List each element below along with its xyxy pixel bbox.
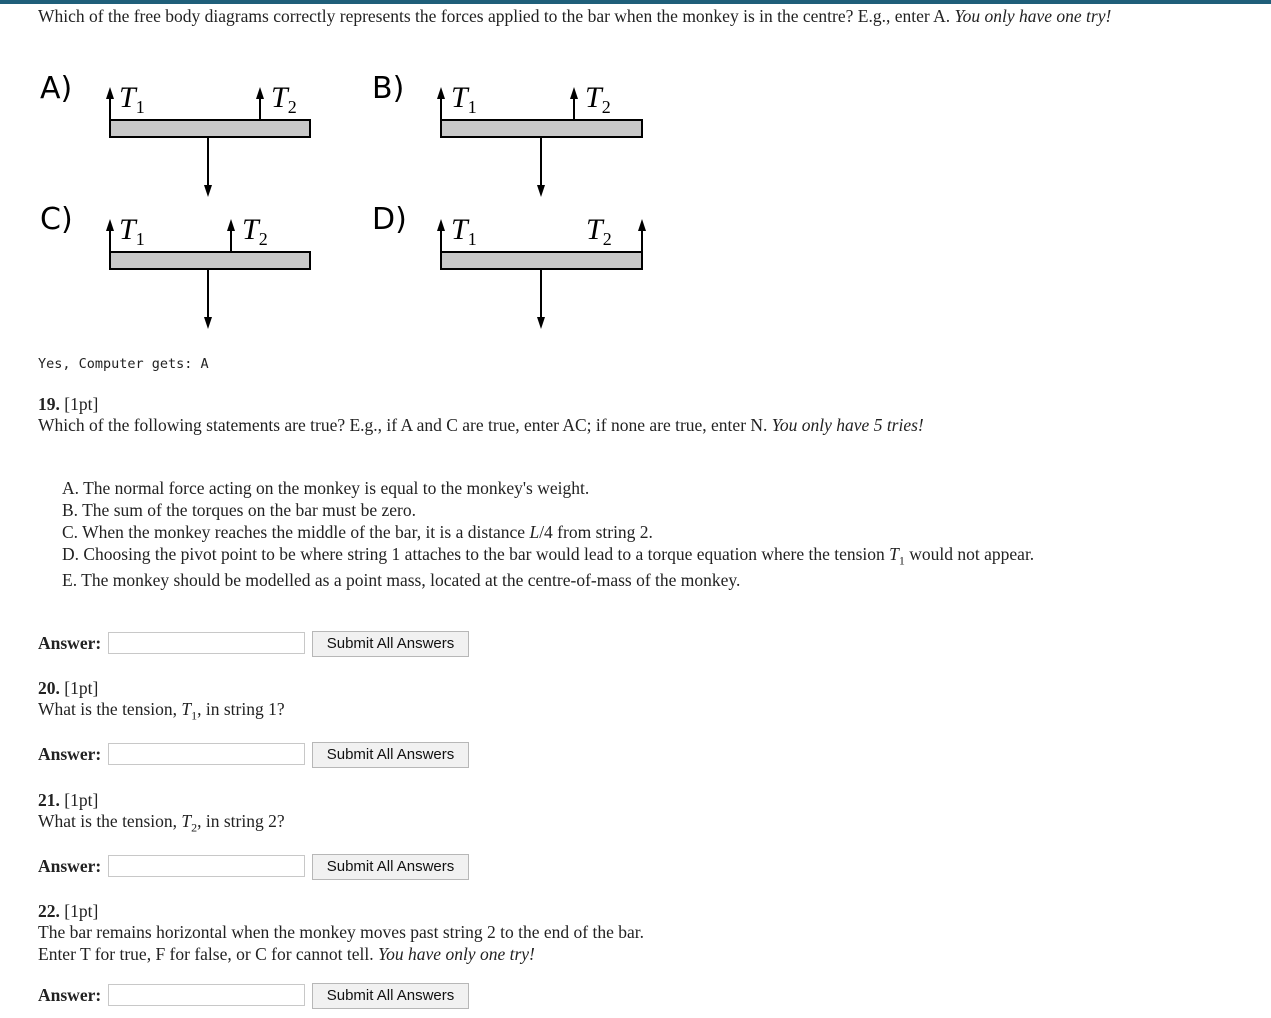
diagram-a [40,71,310,197]
q22-submit-button[interactable]: Submit All Answers [312,983,469,1009]
q22-prompt-line2 [38,943,535,965]
q21-prompt [38,810,285,839]
q19-tries: You only have 5 tries! [771,415,924,435]
t1-label-d: $T_1$ [451,213,477,249]
statement-d-var: T [889,544,899,564]
q20-prompt [38,698,285,727]
q20-header [38,677,98,699]
q21-sub: 2 [191,820,198,835]
q20-text: What is the tension, [38,699,182,719]
q21-header [38,789,98,811]
t2-arrowhead-d [638,219,646,231]
q19-statement-c [62,521,653,543]
q20-var: T [181,699,192,719]
weight-arrowhead-a [204,185,212,197]
diagram-d [372,202,646,329]
t2-label-b: $T_2$ [585,81,611,117]
q19-statement-b: B. The sum of the torques on the bar must be zero. [62,500,416,520]
statement-d-sub: 1 [898,553,905,568]
q21-points: [1pt] [64,790,99,810]
bar-d [441,252,642,269]
diagram-c [40,202,310,329]
weight-arrowhead-b [537,185,545,197]
q22-answer-label: Answer: [38,985,102,1005]
q22-points: [1pt] [64,901,99,921]
bar-a [110,120,310,137]
q21-text-end: , in string 2? [197,811,285,831]
q19-prompt [38,414,924,436]
q22-number: 22. [38,901,60,921]
q19-header [38,393,98,415]
statement-c-text-end: /4 from string 2. [539,522,653,542]
q22-header [38,900,98,922]
q19-number: 19. [38,394,60,414]
weight-arrowhead-c [204,317,212,329]
t1-arrowhead-c [106,219,114,231]
q20-submit-button[interactable]: Submit All Answers [312,742,469,768]
q18-text: Which of the free body diagrams correctly represents the forces applied to the bar when the monkey is in the centre? E.g., enter A. [38,6,951,26]
q22-prompt-line1: The bar remains horizontal when the monkey moves past string 2 to the end of the bar. [38,922,645,942]
q21-text: What is the tension, [38,811,182,831]
t1-arrowhead-a [106,87,114,99]
t2-label-a: $T_2$ [271,81,297,117]
statement-c-text: C. When the monkey reaches the middle of the bar, it is a distance [62,522,530,542]
t1-label-c: $T_1$ [119,213,145,249]
q19-submit-button[interactable]: Submit All Answers [312,631,469,657]
diagram-b [372,71,642,197]
t2-arrowhead-a [256,87,264,99]
option-c-label: C) [40,202,73,237]
free-body-diagrams [0,0,700,345]
q19-statement-d [62,543,1034,572]
q19-statement-e: E. The monkey should be modelled as a point mass, located at the centre-of-mass of the monkey. [62,570,741,590]
q20-answer-input[interactable] [108,743,305,765]
option-d-label: D) [372,202,407,237]
q21-var: T [181,811,192,831]
q21-answer-label: Answer: [38,856,102,876]
t1-label-a: $T_1$ [119,81,145,117]
q20-answer-label: Answer: [38,744,102,764]
q22-answer-input[interactable] [108,984,305,1006]
option-a-label: A) [40,71,73,106]
q20-text-end: , in string 1? [197,699,285,719]
q18-feedback: Yes, Computer gets: A [38,356,209,372]
t1-arrowhead-d [437,219,445,231]
option-b-label: B) [372,71,405,106]
q20-number: 20. [38,678,60,698]
q19-points: [1pt] [64,394,99,414]
q21-number: 21. [38,790,60,810]
t2-arrowhead-c [227,219,235,231]
bar-b [441,120,642,137]
q19-answer-input[interactable] [108,632,305,654]
t2-label-d: $T_2$ [586,213,612,249]
q22-tries: You have only one try! [378,944,535,964]
q19-text: Which of the following statements are true? E.g., if A and C are true, enter AC; if none are true, enter N. [38,415,768,435]
bar-c [110,252,310,269]
q20-sub: 1 [191,708,198,723]
q19-answer-label: Answer: [38,633,102,653]
statement-d-text-end: would not appear. [904,544,1035,564]
q19-statement-a: A. The normal force acting on the monkey is equal to the monkey's weight. [62,478,590,498]
q20-points: [1pt] [64,678,99,698]
statement-d-text: D. Choosing the pivot point to be where string 1 attaches to the bar would lead to a torque equation where the tension [62,544,890,564]
t1-arrowhead-b [437,87,445,99]
statement-c-var: L [529,522,540,542]
t1-label-b: $T_1$ [451,81,477,117]
weight-arrowhead-d [537,317,545,329]
q22-text: Enter T for true, F for false, or C for cannot tell. [38,944,374,964]
q18-tries: You only have one try! [954,6,1112,26]
q21-submit-button[interactable]: Submit All Answers [312,854,469,880]
q21-answer-input[interactable] [108,855,305,877]
t2-label-c: $T_2$ [242,213,268,249]
t2-arrowhead-b [570,87,578,99]
